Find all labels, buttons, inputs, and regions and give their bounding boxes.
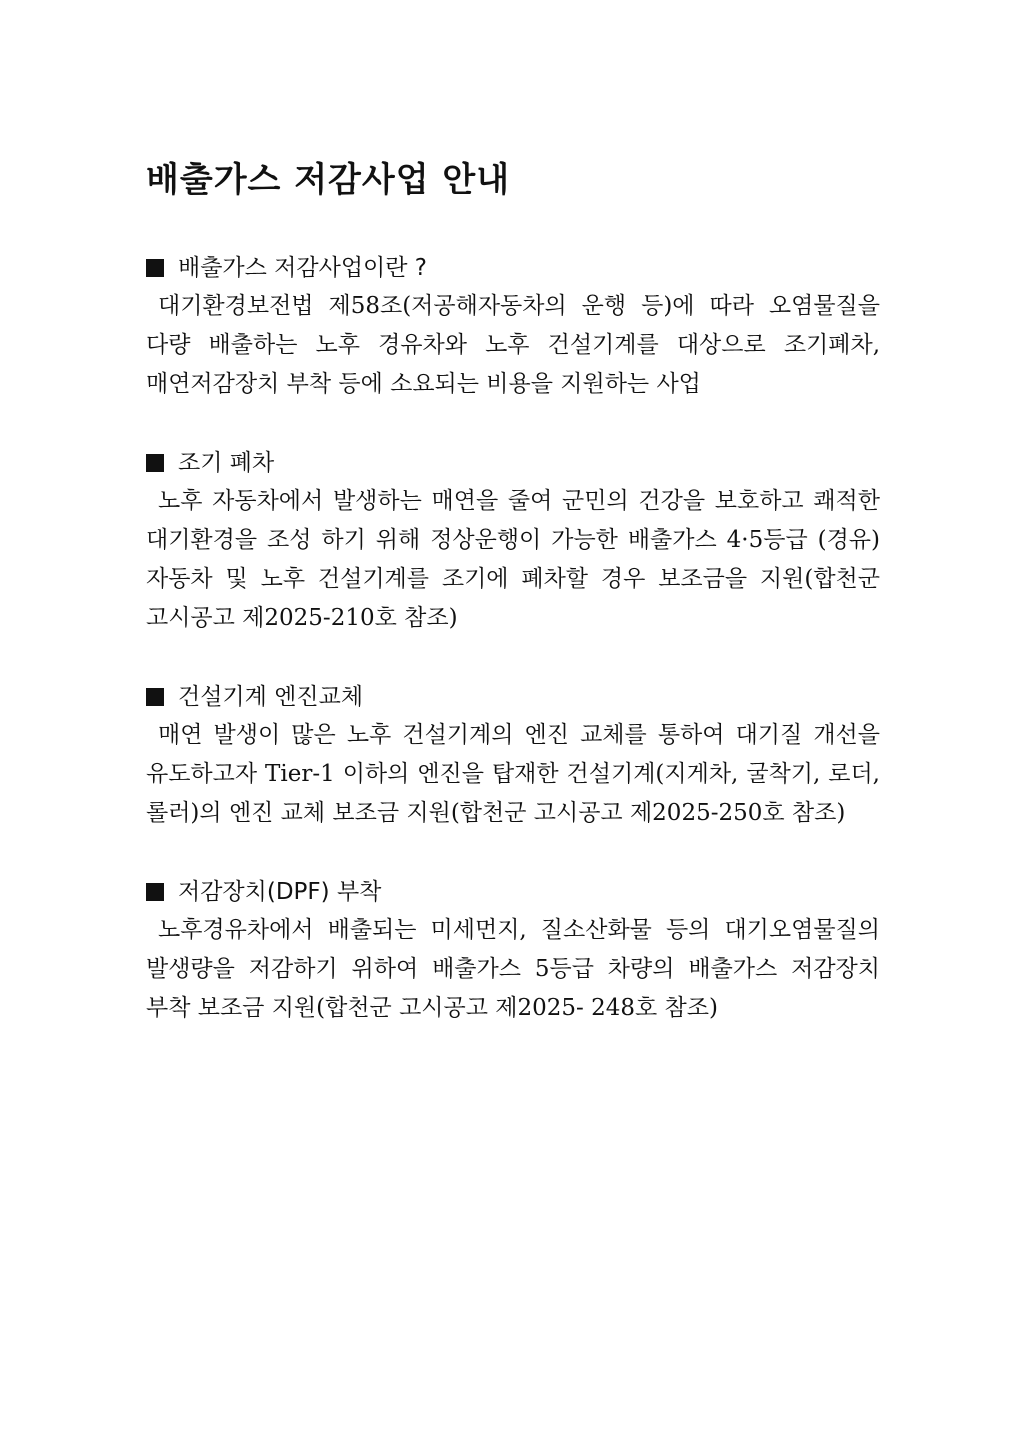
section-heading bbox=[146, 873, 880, 911]
square-bullet-icon bbox=[146, 454, 164, 472]
section-emission-program bbox=[146, 249, 880, 404]
page-title: 배출가스 저감사업 안내 bbox=[146, 160, 511, 200]
section-heading bbox=[146, 444, 880, 482]
section-early-scrapping bbox=[146, 444, 880, 638]
section-heading-text: 조기 폐차 bbox=[178, 449, 275, 476]
square-bullet-icon bbox=[146, 688, 164, 706]
section-body: 노후 자동차에서 발생하는 매연을 줄여 군민의 건강을 보호하고 쾌적한 대기환경을 조성 하기 위해 정상운행이 가능한 배출가스 4·5등급 (경유)자동차 및 노후 건설기계를 조기에 폐차할 경우 보조금을 지원(합천군 고시공고 제2025-210호 참조) bbox=[146, 487, 880, 631]
section-heading bbox=[146, 249, 880, 287]
section-heading-text: 저감장치(DPF) 부착 bbox=[178, 878, 382, 905]
section-dpf-installation bbox=[146, 873, 880, 1028]
section-heading-text: 배출가스 저감사업이란 ? bbox=[178, 254, 428, 281]
section-engine-replacement bbox=[146, 678, 880, 833]
square-bullet-icon bbox=[146, 883, 164, 901]
section-heading-text: 건설기계 엔진교체 bbox=[178, 683, 364, 710]
section-body: 매연 발생이 많은 노후 건설기계의 엔진 교체를 통하여 대기질 개선을 유도하고자 Tier-1 이하의 엔진을 탑재한 건설기계(지게차, 굴착기, 로더, 롤러)의 엔진 교체 보조금 지원(합천군 고시공고 제2025-250호 참조) bbox=[146, 721, 880, 826]
section-body: 대기환경보전법 제58조(저공해자동차의 운행 등)에 따라 오염물질을 다량 배출하는 노후 경유차와 노후 건설기계를 대상으로 조기폐차, 매연저감장치 부착 등에 소요되는 비용을 지원하는 사업 bbox=[146, 292, 880, 397]
square-bullet-icon bbox=[146, 259, 164, 277]
section-heading bbox=[146, 678, 880, 716]
document-page bbox=[146, 160, 880, 1068]
section-body: 노후경유차에서 배출되는 미세먼지, 질소산화물 등의 대기오염물질의 발생량을 저감하기 위하여 배출가스 5등급 차량의 배출가스 저감장치 부착 보조금 지원(합천군 고시공고 제2025- 248호 참조) bbox=[146, 916, 880, 1021]
